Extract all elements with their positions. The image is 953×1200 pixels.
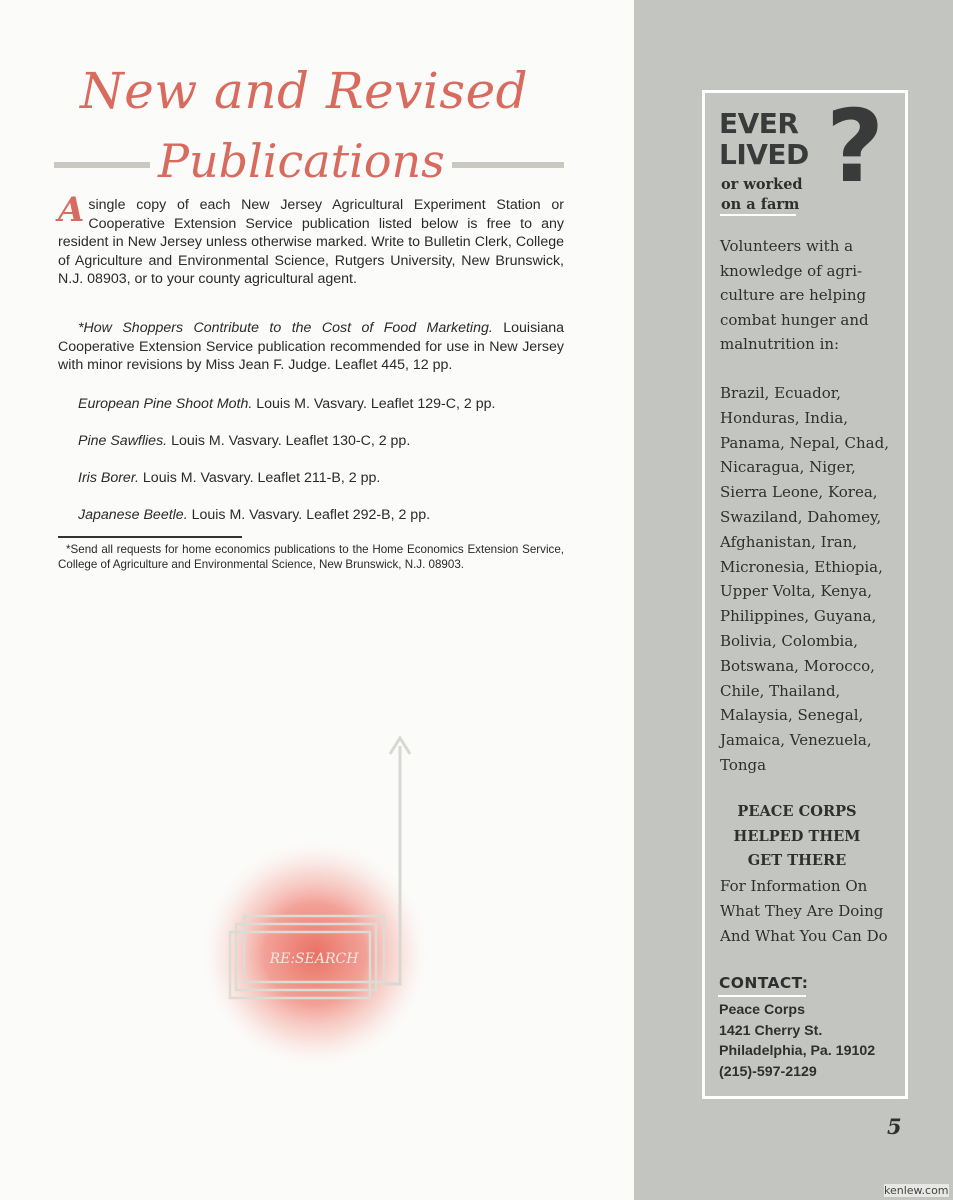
subheadline-underline: [720, 214, 796, 216]
publication-title: European Pine Shoot Moth.: [78, 396, 253, 412]
heading-line: PEACE CORPS: [737, 803, 857, 820]
country-line: Chile, Thailand,: [720, 681, 841, 700]
publication-item: [78, 469, 380, 488]
contact-address: [719, 1000, 875, 1082]
publication-title: Iris Borer.: [78, 470, 139, 486]
country-line: Brazil, Ecuador,: [720, 384, 842, 402]
publication-item: [78, 432, 410, 451]
publication-item: [78, 506, 430, 525]
country-line: Jamaica, Venezuela,: [720, 731, 872, 750]
page-title-line1: New and Revised: [80, 62, 529, 120]
country-line: Afghanistan, Iran,: [720, 532, 858, 551]
subheadline-line: or worked: [721, 176, 803, 193]
text-line: malnutrition in:: [720, 335, 840, 354]
publication-item: [58, 319, 564, 375]
ad-headline: [719, 108, 809, 170]
country-line: Malaysia, Senegal,: [720, 706, 864, 725]
headline-line: LIVED: [719, 138, 809, 171]
headline-line: EVER: [719, 107, 799, 140]
publication-title: Japanese Beetle.: [78, 507, 188, 523]
publication-detail: Louis M. Vasvary. Leaflet 129-C, 2 pp.: [256, 396, 496, 412]
contact-underline: [718, 995, 806, 997]
contact-phone: (215)-597-2129: [719, 1063, 817, 1080]
publication-detail: Louis M. Vasvary. Leaflet 130-C, 2 pp.: [171, 433, 411, 449]
country-line: Sierra Leone, Korea,: [720, 483, 878, 502]
footnote-rule: [58, 536, 242, 538]
title-rule-right: [452, 162, 564, 168]
intro-paragraph: [58, 190, 564, 289]
text-line: combat hunger and: [720, 310, 869, 329]
heading-line: HELPED THEM: [733, 827, 861, 845]
contact-line: Philadelphia, Pa. 19102: [719, 1043, 876, 1060]
country-line: Bolivia, Colombia,: [720, 631, 859, 650]
ad-subheadline: [721, 175, 803, 215]
info-line: What They Are Doing: [720, 901, 884, 920]
subheadline-line: on a farm: [721, 196, 800, 213]
heading-line: GET THERE: [747, 852, 847, 870]
country-line: Tonga: [720, 755, 767, 774]
text-line: culture are helping: [720, 286, 867, 305]
info-text: [720, 874, 888, 948]
country-line: Honduras, India,: [720, 408, 849, 427]
country-line: Philippines, Guyana,: [720, 607, 877, 626]
country-line: Botswana, Morocco,: [720, 656, 875, 675]
publication-detail: Louisiana Cooperative Extension Service publication recommended for use in New Jersey with minor revisions by Miss Jean F. Judge. Leaflet 445, 12 pp.: [58, 320, 564, 374]
publication-title: *How Shoppers Contribute to the Cost of Food Marketing.: [78, 320, 493, 336]
text-line: Volunteers with a: [720, 237, 854, 255]
watermark: kenlew.com: [884, 1184, 949, 1197]
page-number: 5: [887, 1114, 902, 1139]
publication-item: [78, 395, 495, 414]
intro-text: single copy of each New Jersey Agricultural Experiment Station or Cooperative Extension Service publication listed below is free to any resident in New Jersey unless otherwise marked. Write to Bulletin Clerk, College of Agriculture and Environmental Science, Rutgers University, New Brunswick, N.J. 08903, or to your county agricultural agent.: [58, 197, 564, 288]
page-title-line2: Publications: [158, 134, 445, 188]
volunteers-text: [720, 234, 869, 357]
country-line: Micronesia, Ethiopia,: [720, 557, 883, 576]
country-line: Panama, Nepal, Chad,: [720, 433, 889, 452]
publication-detail: Louis M. Vasvary. Leaflet 292-B, 2 pp.: [191, 507, 431, 523]
title-rule-left: [54, 162, 150, 168]
dropcap: A: [58, 190, 85, 230]
logo-text: RE:SEARCH: [269, 951, 359, 967]
country-line: Nicaragua, Niger,: [720, 458, 856, 477]
contact-label: CONTACT:: [719, 974, 809, 992]
country-line: Upper Volta, Kenya,: [720, 582, 872, 601]
contact-line: 1421 Cherry St.: [719, 1022, 823, 1039]
contact-line: Peace Corps: [719, 1002, 805, 1018]
footnote: *Send all requests for home economics publications to the Home Economics Extension Service, College of Agriculture and Environmental Science, New Brunswick, N.J. 08903.: [58, 543, 564, 572]
info-line: And What You Can Do: [720, 926, 888, 945]
peace-corps-heading: [720, 800, 874, 874]
info-line: For Information On: [720, 877, 868, 895]
publication-title: Pine Sawflies.: [78, 433, 168, 449]
country-line: Swaziland, Dahomey,: [720, 507, 882, 526]
countries-list: [720, 381, 889, 778]
publication-detail: Louis M. Vasvary. Leaflet 211-B, 2 pp.: [142, 470, 381, 486]
question-mark: ?: [826, 88, 885, 205]
research-logo: [190, 716, 430, 1086]
text-line: knowledge of agri-: [720, 261, 863, 280]
